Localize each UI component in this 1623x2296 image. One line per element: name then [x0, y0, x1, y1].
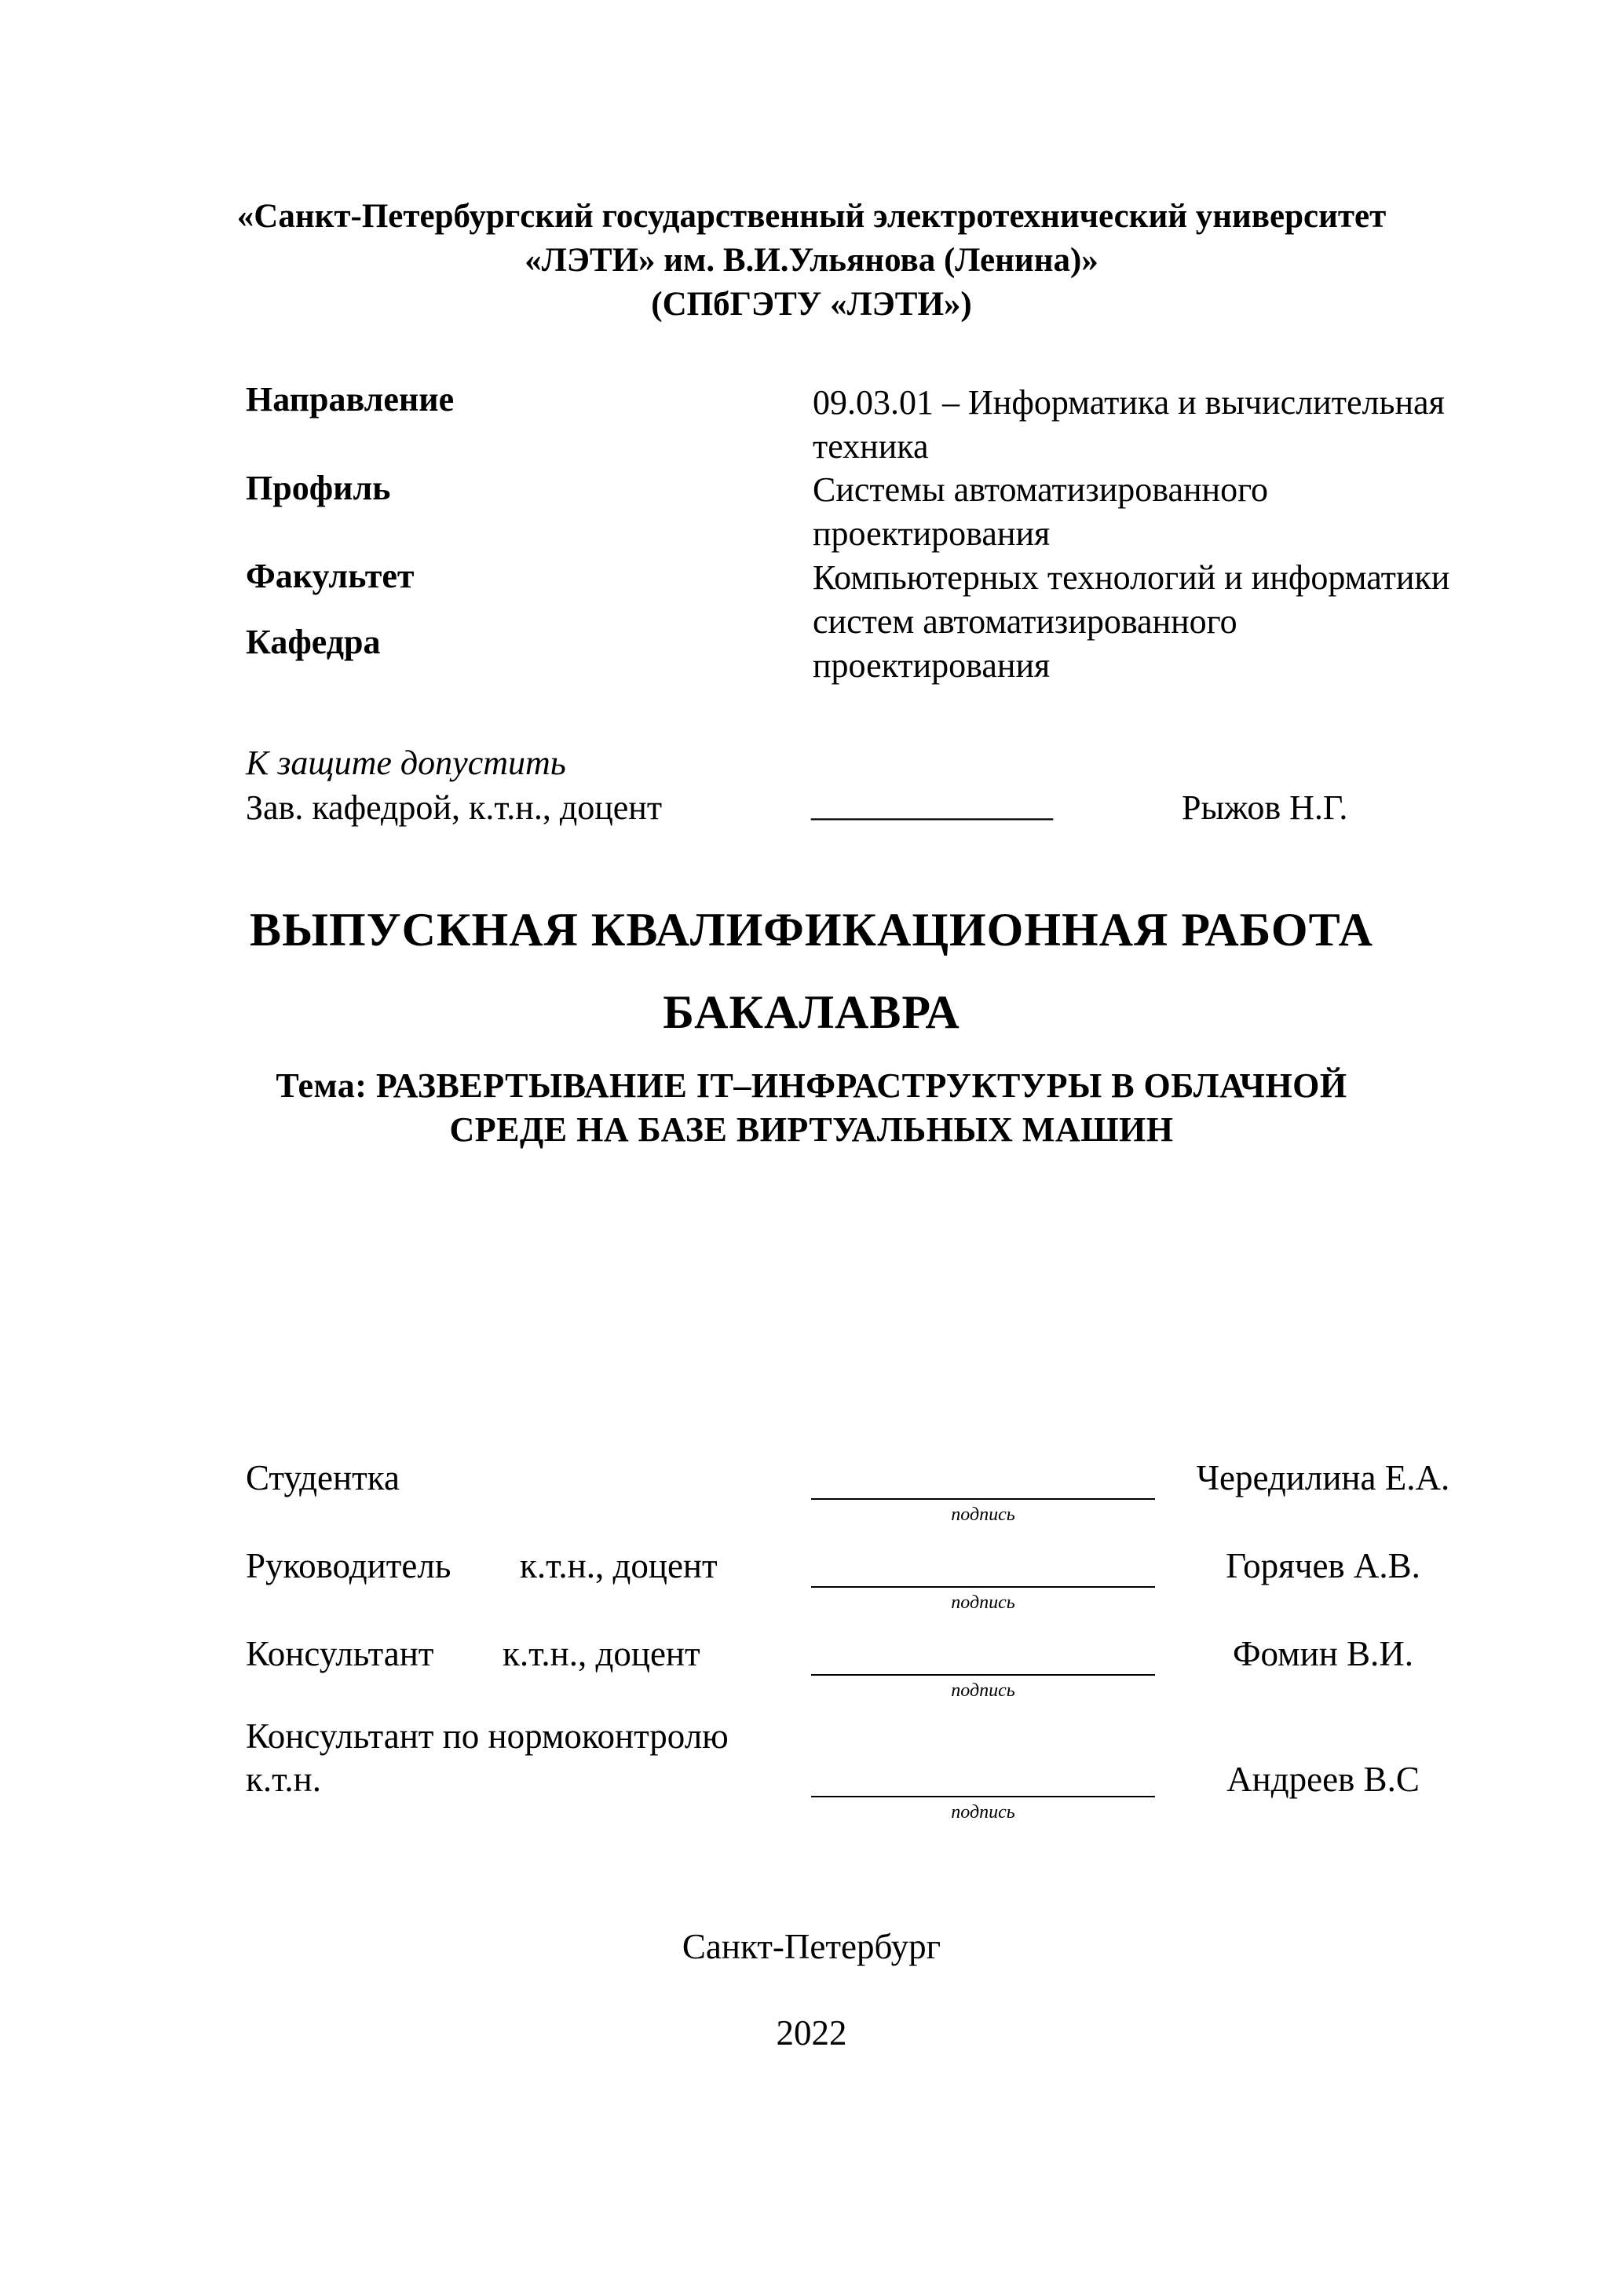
- field-value-department: [813, 600, 1237, 688]
- university-header: [0, 195, 1623, 327]
- signature-role-supervisor: Руководитель: [246, 1546, 451, 1585]
- field-value-profile: [813, 468, 1268, 556]
- signature-name-consultant: Фомин В.И.: [1232, 1634, 1414, 1673]
- admission-role: Зав. кафедрой, к.т.н., доцент: [246, 788, 663, 827]
- signature-name-student: Чередилина Е.А.: [1196, 1458, 1450, 1497]
- footer-year: 2022: [776, 2013, 847, 2053]
- field-value-line: систем автоматизированного: [813, 602, 1237, 641]
- work-title-line-1: ВЫПУСКНАЯ КВАЛИФИКАЦИОННАЯ РАБОТА: [250, 904, 1373, 956]
- work-topic: [0, 1064, 1623, 1152]
- signature-role-normcontrol: Консультант по нормоконтролю: [246, 1717, 729, 1756]
- signature-line: [811, 1796, 1155, 1797]
- work-topic-line-2: СРЕДЕ НА БАЗЕ ВИРТУАЛЬНЫХ МАШИН: [449, 1110, 1174, 1149]
- field-label-profile: Профиль: [246, 469, 391, 507]
- field-value-line: Системы автоматизированного: [813, 470, 1269, 509]
- field-value-direction: [813, 381, 1445, 469]
- work-title-line-2: БАКАЛАВРА: [663, 986, 960, 1038]
- field-value-line: проектирования: [813, 646, 1051, 685]
- university-line-1: «Санкт-Петербургский государственный электротехнический университет: [236, 198, 1387, 235]
- signature-line: [811, 1674, 1155, 1676]
- field-label-faculty: Факультет: [246, 557, 415, 595]
- field-value-line: проектирования: [813, 514, 1051, 553]
- footer-city: Санкт-Петербург: [682, 1927, 941, 1966]
- signature-caption: подпись: [951, 1680, 1015, 1701]
- signature-name-normcontrol: Андреев В.С: [1226, 1760, 1420, 1799]
- university-line-2: «ЛЭТИ» им. В.И.Ульянова (Ленина)»: [525, 242, 1098, 279]
- signature-role-student: Студентка: [246, 1458, 400, 1497]
- university-line-3: (СПбГЭТУ «ЛЭТИ»): [651, 286, 972, 323]
- field-value-line: Компьютерных технологий и информатики: [813, 558, 1450, 597]
- field-label-direction: Направление: [246, 380, 455, 419]
- field-value-line: техника: [813, 427, 929, 466]
- field-value-faculty: [813, 556, 1449, 600]
- signature-caption: подпись: [951, 1504, 1015, 1525]
- signature-degree-supervisor: к.т.н., доцент: [520, 1546, 718, 1585]
- signature-degree-normcontrol: к.т.н.: [246, 1760, 321, 1799]
- signature-caption: подпись: [951, 1592, 1015, 1613]
- signature-caption: подпись: [951, 1802, 1015, 1823]
- field-value-line: 09.03.01 – Информатика и вычислительная: [813, 383, 1445, 422]
- signature-line: [811, 1586, 1155, 1588]
- admission-name: Рыжов Н.Г.: [1182, 788, 1348, 827]
- signature-line: [811, 1498, 1155, 1500]
- admission-signature-blank: ______________: [811, 785, 1053, 824]
- signature-name-supervisor: Горячев А.В.: [1226, 1546, 1420, 1585]
- signature-role-consultant: Консультант: [246, 1634, 434, 1673]
- work-topic-line-1: Тема: РАЗВЕРТЫВАНИЕ IT–ИНФРАСТРУКТУРЫ В ОБЛАЧНОЙ: [276, 1066, 1347, 1105]
- admission-header: К защите допустить: [246, 744, 566, 782]
- field-label-department: Кафедра: [246, 623, 381, 661]
- signature-degree-consultant: к.т.н., доцент: [503, 1634, 700, 1673]
